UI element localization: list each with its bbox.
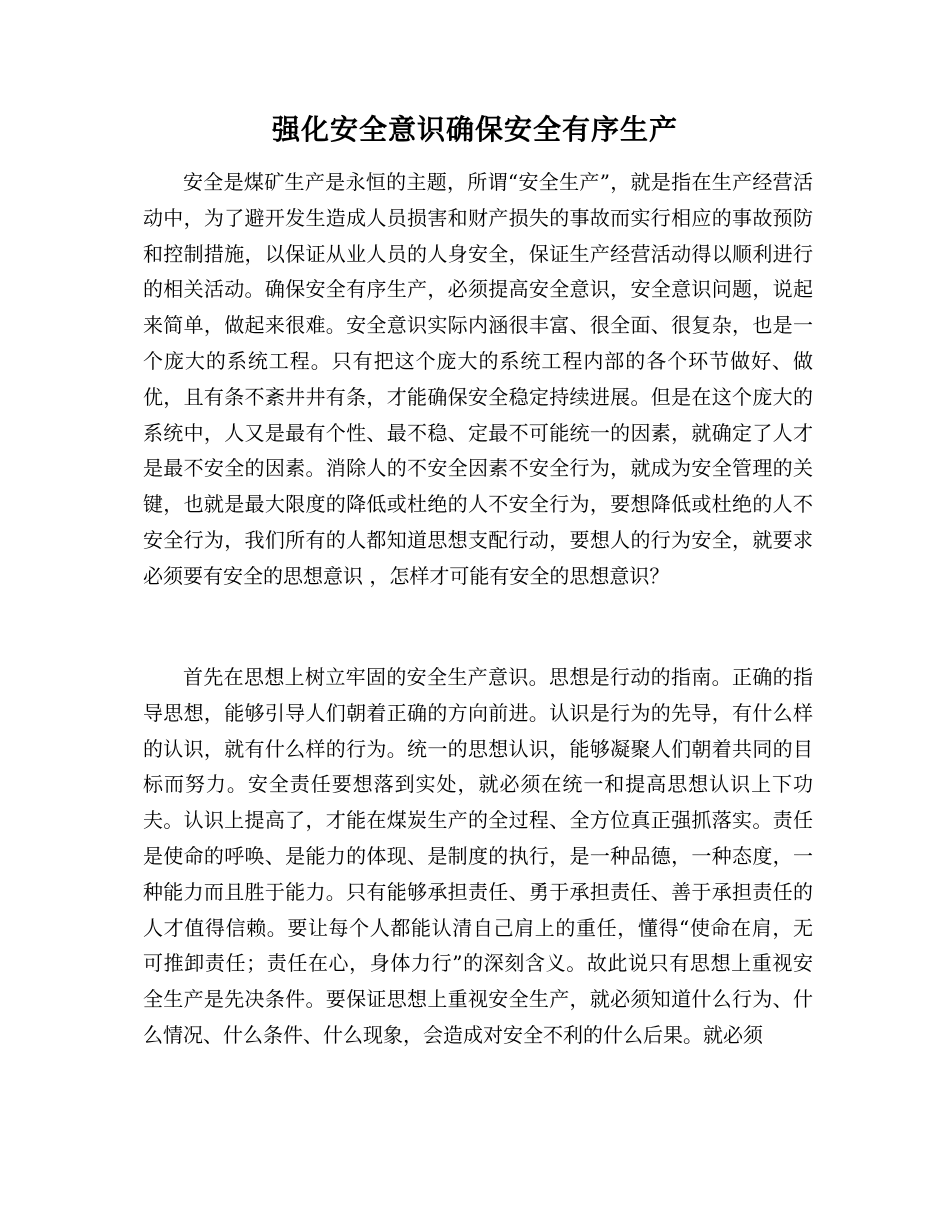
paragraph-1: 安全是煤矿生产是永恒的主题，所谓“安全生产”，就是指在生产经营活动中，为了避开发生造成人员损害和财产损失的事故而实行相应的事故预防和控制措施，以保证从业人员的人身安全，保证生产经营活动得以顺利进行的相关活动。确保安全有序生产，必须提高安全意识，安全意识问题，说起来简单，做起来很难。安全意识实际内涵很丰富、很全面、很复杂，也是一个庞大的系统工程。只有把这个庞大的系统工程内部的各个环节做好、做优，且有条不紊井井有条，才能确保安全稳定持续进展。但是在这个庞大的系统中，人又是最有个性、最不稳、定最不可能统一的因素，就确定了人才是最不安全的因素。消除人的不安全因素不安全行为，就成为安全管理的关键，也就是最大限度的降低或杜绝的人不安全行为，要想降低或杜绝的人不安全行为，我们所有的人都知道思想支配行动，要想人的行为安全，就要求必须要有安全的思想意识 ，怎样才可能有安全的思想意识？	[143, 170, 813, 588]
paragraph-2: 首先在思想上树立牢固的安全生产意识。思想是行动的指南。正确的指导思想，能够引导人们朝着正确的方向前进。认识是行为的先导，有什么样的认识，就有什么样的行为。统一的思想认识，能够凝聚人们朝着共同的目标而努力。安全责任要想落到实处，就必须在统一和提高思想认识上下功夫。认识上提高了，才能在煤炭生产的全过程、全方位真正强抓落实。责任是使命的呼唤、是能力的体现、是制度的执行，是一种品德，一种态度，一种能力而且胜于能力。只有能够承担责任、勇于承担责任、善于承担责任的人才值得信赖。要让每个人都能认清自己肩上的重任，懂得“使命在肩，无可推卸责任；责任在心，身体力行”的深刻含义。故此说只有思想上重视安全生产是先决条件。要保证思想上重视安全生产，就必须知道什么行为、什么情况、什么条件、什么现象，会造成对安全不利的什么后果。就必须	[143, 665, 813, 1047]
document-title: 强化安全意识确保安全有序生产	[271, 113, 678, 146]
